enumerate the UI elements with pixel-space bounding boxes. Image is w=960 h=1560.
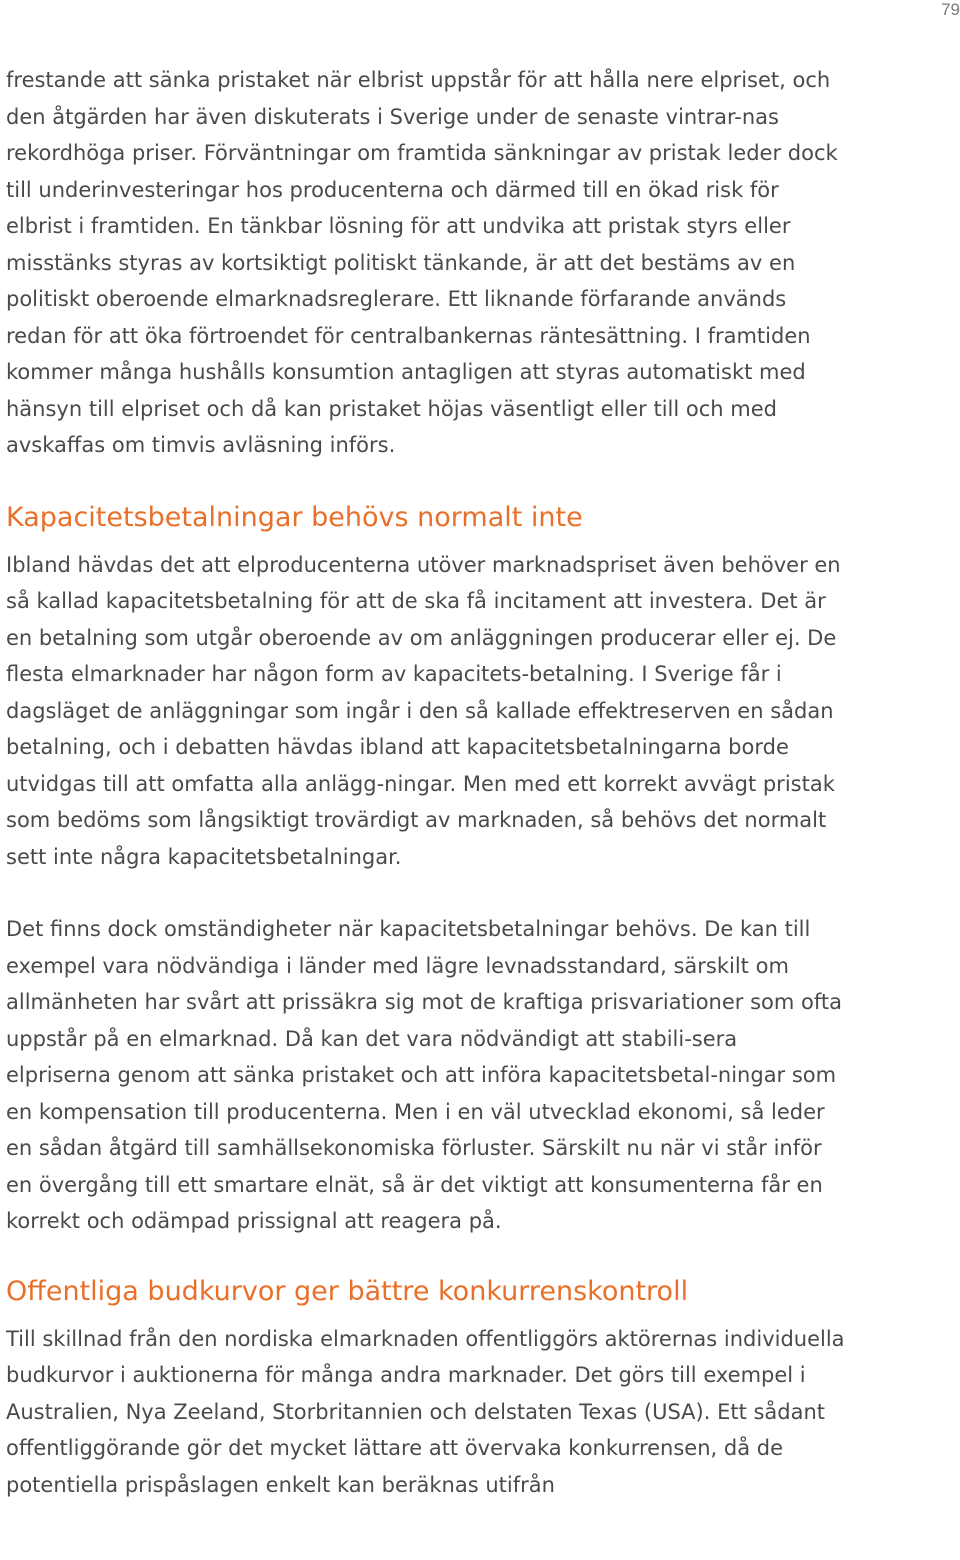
paragraph-pristak: frestande att sänka pristaket när elbrist uppstår för att hålla nere elpriset, och den åtgärden har även diskuterats i Sverige under de senaste vintrar-nas rekordhöga priser. Förväntningar om framtida sänkningar av pristak leder dock till underinvesteringar hos producenterna och därmed till en ökad risk för elbrist i framtiden. En tänkbar lösning för att undvika att pristak styrs eller misstänks styras av kortsiktigt politiskt tänkande, är att det bestäms av en politiskt oberoende elmarknadsreglerare. Ett liknande förfarande används redan för att öka förtroendet för centralbankernas räntesättning. I framtiden kommer många hushålls konsumtion antagligen att styras automatiskt med hänsyn till elpriset och då kan pristaket höjas väsentligt eller till och med avskaffas om timvis avläsning införs.	[6, 68, 838, 457]
paragraph-kapacitetsbetalning: Ibland hävdas det att elproducenterna utöver marknadspriset även behöver en så kallad kapacitetsbetalning för att de ska få incitament att investera. Det är en betalning som utgår oberoende av om anläggningen producerar eller ej. De flesta elmarknader har någon form av kapacitets-betalning. I Sverige får i dagsläget de anläggningar som ingår i den så kallade effektreserven en sådan betalning, och i debatten hävdas ibland att kapacitetsbetalningarna borde utvidgas till att omfatta alla anlägg-ningar. Men med ett korrekt avvägt pristak som bedöms som långsiktigt trovärdigt av marknaden, så behövs det normalt sett inte några kapacitetsbetalningar.	[6, 552, 841, 869]
paragraph-budkurvor: Till skillnad från den nordiska elmarknaden offentliggörs aktörernas individuella budkurvor i auktionerna för många andra marknader. Det görs till exempel i Australien, Nya Zeeland, Storbritannien och delstaten Texas (USA). Ett sådant offentliggörande gör det mycket lättare att övervaka konkurrensen, då de potentiella prispåslagen enkelt kan beräknas utifrån	[6, 1326, 845, 1497]
page-number: 79	[941, 0, 960, 19]
section-heading-budkurvor: Offentliga budkurvor ger bättre konkurrenskontroll	[6, 1275, 689, 1307]
section-heading-kapacitetsbetalningar: Kapacitetsbetalningar behövs normalt inte	[6, 501, 583, 533]
article-body	[6, 62, 846, 1503]
paragraph-omstandigheter: Det finns dock omständigheter när kapacitetsbetalningar behövs. De kan till exempel vara nödvändiga i länder med lägre levnadsstandard, särskilt om allmänheten har svårt att prissäkra sig mot de kraftiga prisvariationer som ofta uppstår på en elmarknad. Då kan det vara nödvändigt att stabili-sera elpriserna genom att sänka pristaket och att införa kapacitetsbetal-ningar som en kompensation till producenterna. Men i en väl utvecklad ekonomi, så leder en sådan åtgärd till samhällsekonomiska förluster. Särskilt nu när vi står inför en övergång till ett smartare elnät, så är det viktigt att konsumenterna får en korrekt och odämpad prissignal att reagera på.	[6, 917, 842, 1233]
